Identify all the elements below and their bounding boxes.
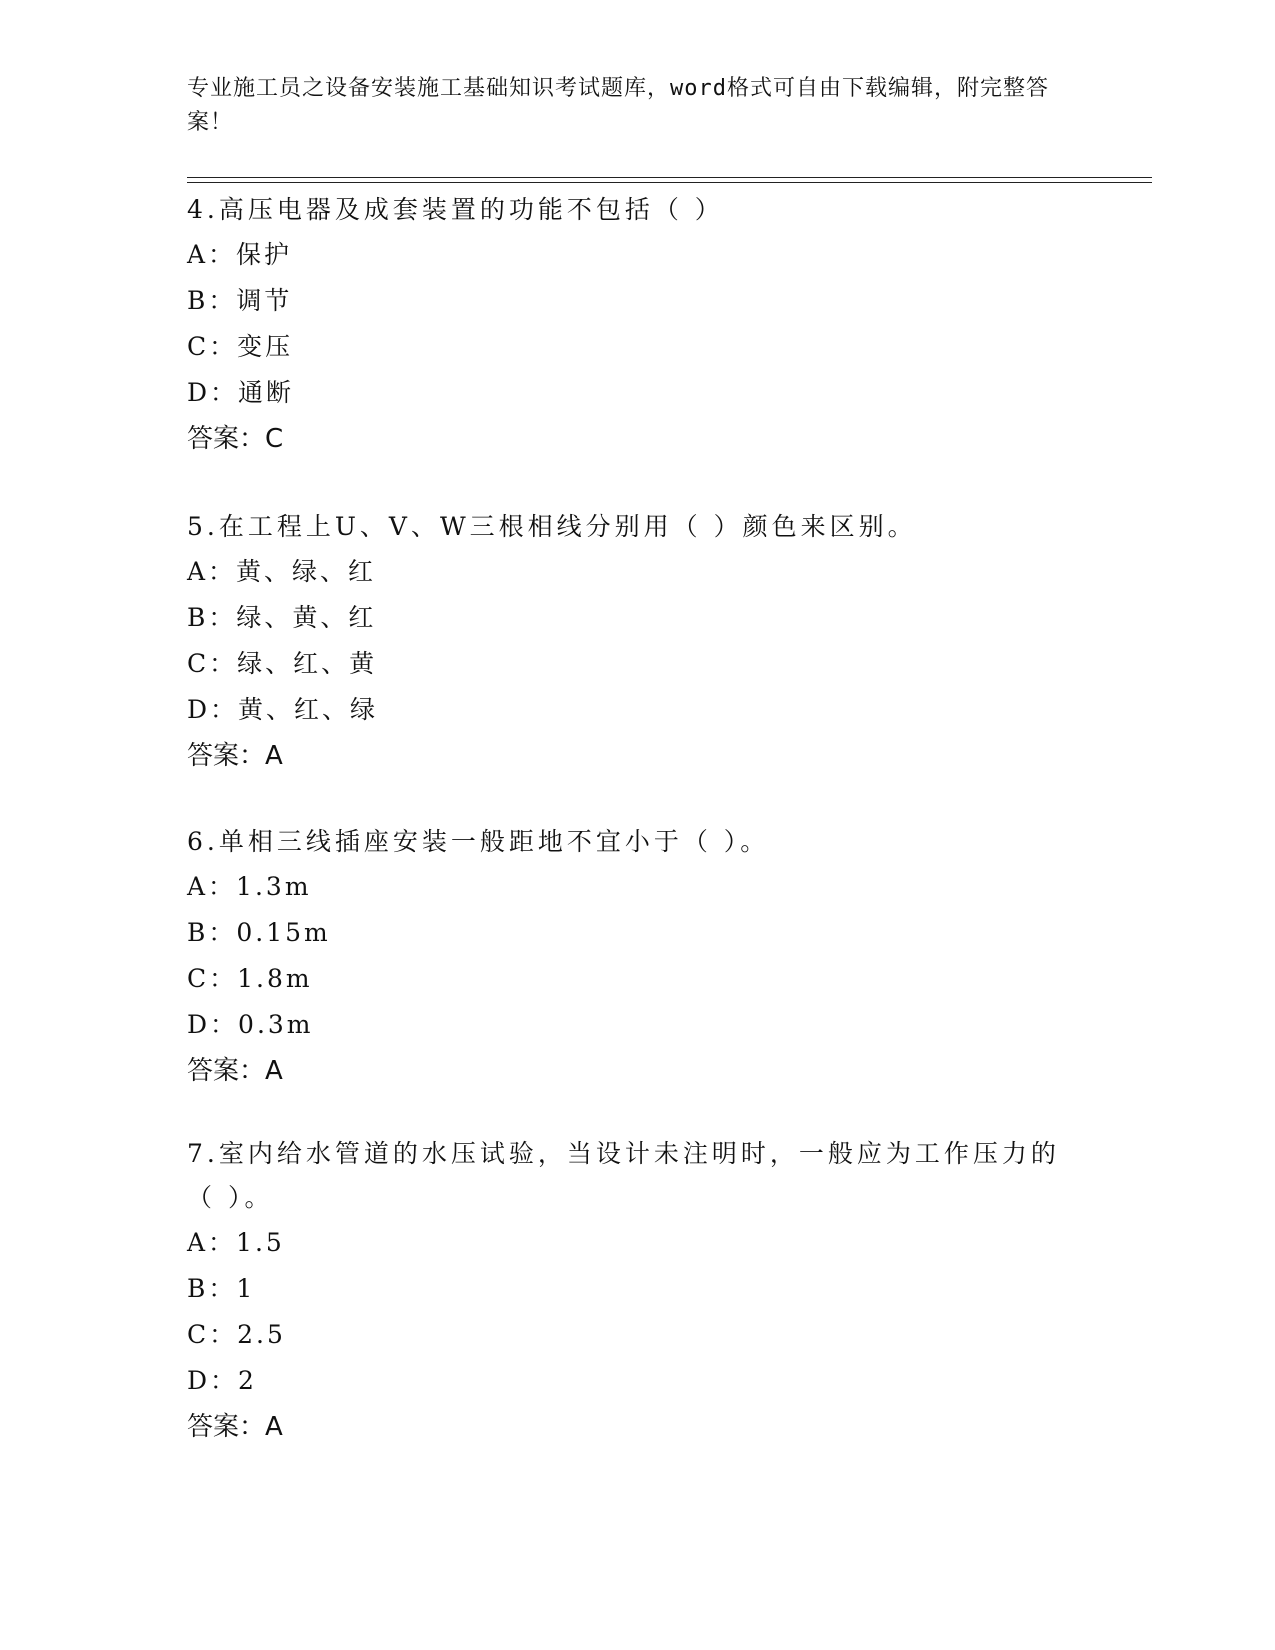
question-stem: 4.高压电器及成套装置的功能不包括（ ） bbox=[187, 195, 724, 224]
question-stem: 7.室内给水管道的水压试验，当设计未注明时，一般应为工作压力的（ ）。 bbox=[187, 1139, 1060, 1212]
question-stem: 5.在工程上U、V、W三根相线分别用（ ）颜色来区别。 bbox=[187, 512, 917, 541]
option-d: D：黄、红、绿 bbox=[187, 695, 379, 724]
question-7 bbox=[187, 1132, 1067, 1450]
option-d: D：0.3m bbox=[187, 1010, 314, 1039]
answer: 答案：A bbox=[187, 1056, 283, 1086]
question-stem: 6.单相三线插座安装一般距地不宜小于（ ）。 bbox=[187, 827, 770, 856]
option-b: B：绿、黄、红 bbox=[187, 603, 377, 632]
option-a: A：1.3m bbox=[187, 872, 312, 901]
option-b: B：调节 bbox=[187, 286, 293, 315]
header-divider-bottom bbox=[187, 182, 1152, 183]
question-6 bbox=[187, 820, 1087, 1094]
question-5 bbox=[187, 505, 1087, 779]
option-a: A：保护 bbox=[187, 240, 293, 269]
option-c: C：变压 bbox=[187, 332, 294, 361]
option-d: D：通断 bbox=[187, 378, 295, 407]
question-4 bbox=[187, 188, 1087, 462]
answer: 答案：C bbox=[187, 424, 284, 454]
answer: 答案：A bbox=[187, 741, 283, 771]
option-d: D：2 bbox=[187, 1366, 257, 1395]
option-c: C：2.5 bbox=[187, 1320, 286, 1349]
option-b: B：0.15m bbox=[187, 918, 331, 947]
option-c: C：绿、红、黄 bbox=[187, 649, 378, 678]
answer: 答案：A bbox=[187, 1412, 283, 1442]
header-divider-top bbox=[187, 177, 1152, 178]
option-c: C：1.8m bbox=[187, 964, 313, 993]
option-a: A：黄、绿、红 bbox=[187, 557, 377, 586]
option-a: A：1.5 bbox=[187, 1228, 285, 1257]
document-header: 专业施工员之设备安装施工基础知识考试题库，word格式可自由下载编辑，附完整答案！ bbox=[187, 76, 1049, 135]
option-b: B：1 bbox=[187, 1274, 256, 1303]
